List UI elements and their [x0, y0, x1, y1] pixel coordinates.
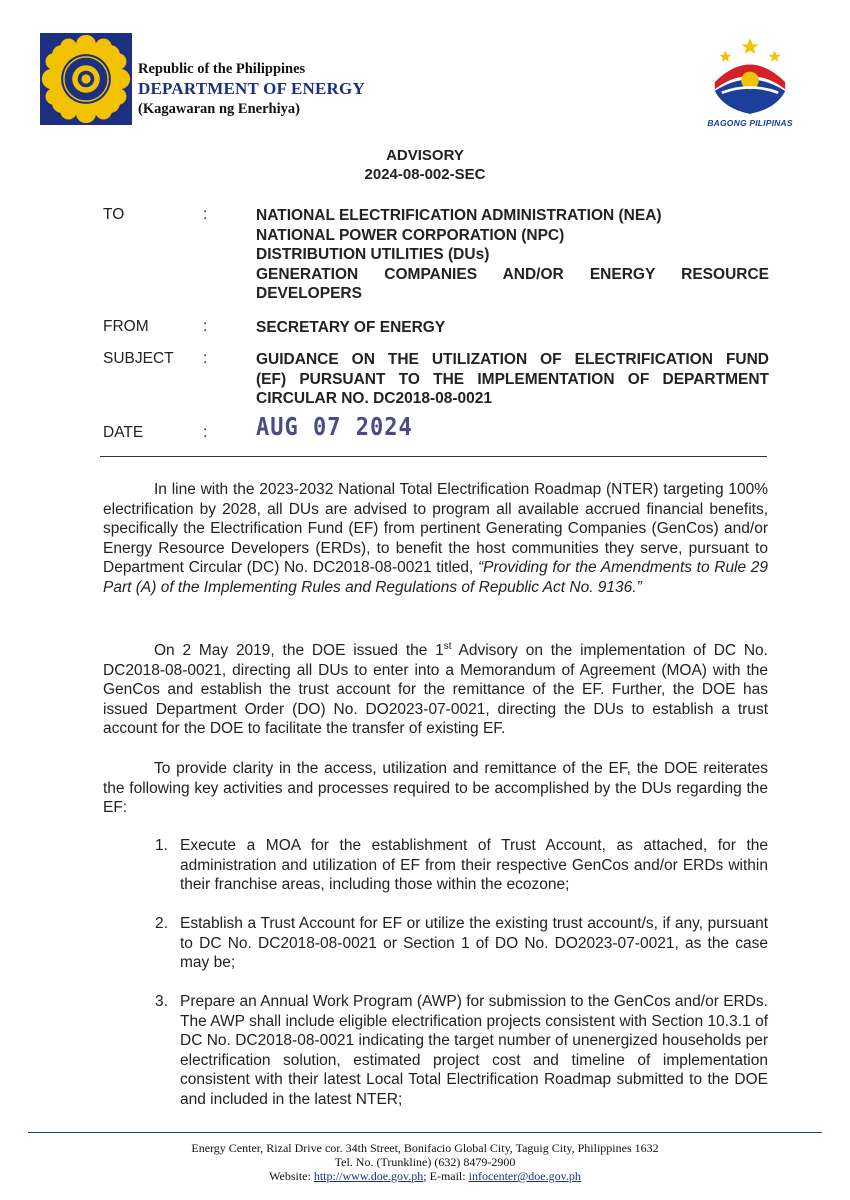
to-recipients	[256, 206, 769, 304]
to-line: NATIONAL POWER CORPORATION (NPC)	[256, 226, 565, 244]
paragraph-1-title: “Providing for the Amendments to Rule 29 Part (A) of the Implementing Rules and Regulations of Republic Act No. 9136.”	[103, 559, 768, 596]
from-label: FROM	[103, 318, 149, 335]
footer-email-label: ; E-mail:	[423, 1169, 469, 1183]
list-item-text: Execute a MOA for the establishment of Trust Account, as attached, for the administration and utilization of EF from their respective GenCos and/or ERDs within their franchise areas, including those within the ecozone;	[180, 837, 768, 894]
paragraph-1	[103, 480, 768, 598]
to-label: TO	[103, 206, 125, 223]
footer-telephone: Tel. No. (Trunkline) (632) 8479-2900	[334, 1155, 516, 1169]
subject-value	[256, 350, 769, 409]
date-value-wrap	[256, 413, 769, 442]
from-colon: :	[203, 318, 208, 335]
list-item-text: Establish a Trust Account for EF or utilize the existing trust account/s, if any, pursuant to DC No. DC2018-08-0021 or Section 1 of DO No. DO2023-07-0021, as the case may be;	[180, 915, 768, 972]
department-local-line: (Kagawaran ng Enerhiya)	[138, 101, 300, 117]
paragraph-2-superscript: st	[443, 640, 452, 652]
list-item-text: Prepare an Annual Work Program (AWP) for submission to the GenCos and/or ERDs. The AWP shall include eligible electrification projects consistent with Section 10.3.1 of DC No. DC2018-08-0021 indicating the target number of unenergized households per electrification solution, estimated project cost and timeline of implementation consistent with their latest Local Total Electrification Roadmap submitted to the DOE and included in the latest NTER;	[180, 993, 768, 1108]
advisory-number: 2024-08-002-SEC	[364, 166, 486, 183]
paragraph-2	[103, 641, 768, 739]
to-line: NATIONAL ELECTRIFICATION ADMINISTRATION (NEA)	[256, 207, 662, 224]
subject-line: CIRCULAR NO. DC2018-08-0021	[256, 390, 493, 407]
header-divider	[100, 456, 767, 457]
subject-line: GUIDANCE ON THE UTILIZATION OF ELECTRIFICATION FUND	[256, 351, 769, 368]
footer-divider	[28, 1132, 822, 1133]
republic-line: Republic of the Philippines	[138, 61, 306, 77]
agency-header	[138, 59, 365, 119]
subject-line: (EF) PURSUANT TO THE IMPLEMENTATION OF DEPARTMENT	[256, 370, 769, 388]
to-line: DISTRIBUTION UTILITIES (DUs)	[256, 246, 490, 263]
paragraph-3-text: To provide clarity in the access, utilization and remittance of the EF, the DOE reiterates the following key activities and processes required to be accomplished by the DUs regarding the EF:	[103, 760, 768, 817]
advisory-heading: ADVISORY	[386, 147, 464, 164]
list-item-number: 1.	[155, 837, 168, 854]
date-label: DATE	[103, 424, 144, 441]
doe-seal-logo	[40, 33, 132, 125]
list-item-number: 2.	[155, 915, 168, 932]
footer-address: Energy Center, Rizal Drive cor. 34th Street, Bonifacio Global City, Taguig City, Philippines 1632	[191, 1141, 659, 1155]
website-link[interactable]: http://www.doe.gov.ph	[313, 1169, 424, 1183]
paragraph-2-text-b: Advisory on the implementation of DC No. DC2018-08-0021, directing all DUs to enter into a Memorandum of Agreement (MOA) with the GenCos and establish the trust account for the remittance of the EF. Further, the DOE has issued Department Order (DO) No. DO2023-07-0021, directing the DUs to establish a trust account for the DOE to facilitate the transfer of existing EF.	[103, 642, 768, 738]
date-colon: :	[203, 424, 208, 441]
email-link[interactable]: infocenter@doe.gov.ph	[468, 1169, 581, 1183]
subject-colon: :	[203, 350, 208, 367]
to-line: GENERATION COMPANIES AND/OR ENERGY RESOURCE	[256, 265, 769, 283]
bagong-pilipinas-logo	[706, 36, 794, 116]
from-value: SECRETARY OF ENERGY	[256, 319, 446, 336]
department-line: DEPARTMENT OF ENERGY	[138, 79, 365, 98]
to-line: DEVELOPERS	[256, 285, 362, 302]
footer-contact	[0, 1170, 850, 1184]
to-colon: :	[203, 206, 208, 223]
paragraph-3	[103, 759, 768, 818]
subject-label: SUBJECT	[103, 350, 174, 367]
bagong-pilipinas-text: BAGONG PILIPINAS	[707, 118, 793, 128]
footer-website-label: Website:	[269, 1169, 314, 1183]
paragraph-1-text: In line with the 2023-2032 National Total Electrification Roadmap (NTER) targeting 100% electrification by 2028, all DUs are advised to program all available accrued financial benefits, specifically the Electrification Fund (EF) from pertinent Generating Companies (GenCos) and/or Energy Resource Developers (ERDs), to benefit the host communities they serve, pursuant to Department Circular (DC) No. DC2018-08-0021 titled,	[103, 481, 768, 577]
list-item-number: 3.	[155, 993, 168, 1010]
date-stamp: AUG 07 2024	[256, 413, 413, 442]
paragraph-2-text-a: On 2 May 2019, the DOE issued the 1	[154, 642, 444, 659]
